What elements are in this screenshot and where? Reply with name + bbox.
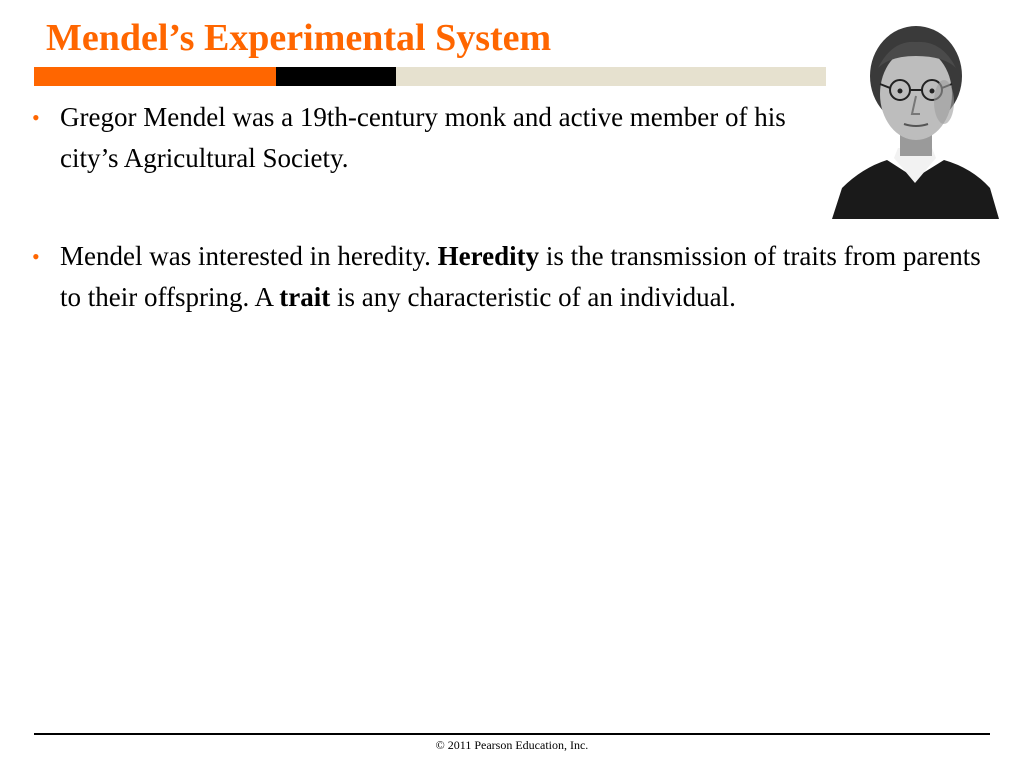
slide-title: Mendel’s Experimental System	[46, 17, 552, 59]
term-heredity: Heredity	[437, 241, 540, 271]
term-trait: trait	[279, 282, 331, 312]
bullet-marker: •	[32, 105, 40, 130]
bullet-text: Gregor Mendel was a 19th-century monk and active member of his city’s Agricultural Society.	[60, 102, 786, 173]
bullet-marker: •	[32, 244, 40, 269]
footer-divider	[34, 733, 990, 735]
bullet-heredity	[32, 236, 992, 318]
bullet-text-part: is the transmission of traits from parents to their offspring. A	[60, 241, 981, 312]
bullet-mendel-monk	[32, 97, 792, 179]
copyright-footer: © 2011 Pearson Education, Inc.	[435, 738, 589, 752]
bullet-text-part: is any characteristic of an individual.	[330, 282, 736, 312]
bullet-text-part: Mendel was interested in heredity.	[60, 241, 438, 271]
title-underline-beige	[396, 67, 826, 86]
title-underline-black	[276, 67, 396, 86]
title-underline-orange	[34, 67, 276, 86]
bullet-text	[60, 236, 992, 318]
mendel-portrait	[832, 18, 999, 219]
